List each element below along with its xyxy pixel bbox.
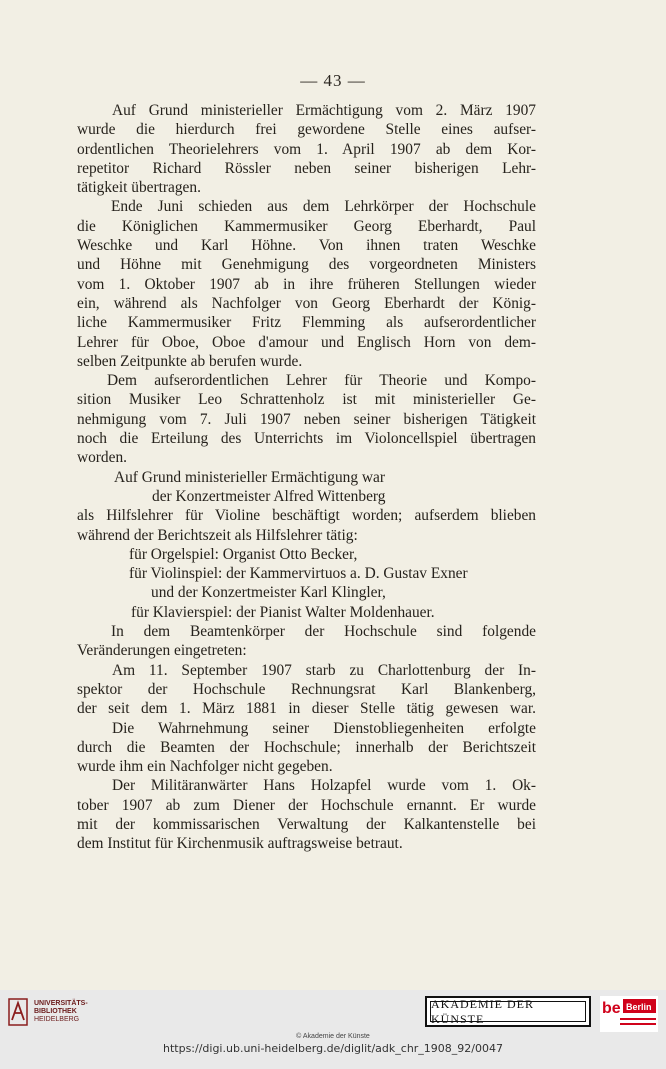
page-url-link[interactable]: https://digi.ub.uni-heidelberg.de/diglit/adk_chr_1908_92/0047 (162, 1042, 504, 1055)
text-line: während der Berichtszeit als Hilfslehrer tätig: (77, 526, 358, 544)
text-line: und Höhne mit Genehmigung des vorgeordneten Ministers (77, 256, 536, 274)
text-line: selben Zeitpunkte ab berufen wurde. (77, 352, 303, 370)
text-line: sition Musiker Leo Schrattenholz ist mit ministerieller Ge- (77, 391, 536, 409)
text-line: Ende Juni schieden aus dem Lehrkörper der Hochschule (111, 198, 536, 216)
text-line: die Königlichen Kammermusiker Georg Eberhardt, Paul (77, 217, 536, 235)
text-line: Am 11. September 1907 starb zu Charlottenburg der In- (112, 661, 536, 679)
text-line: als Hilfslehrer für Violine beschäftigt worden; aufserdem blieben (77, 507, 536, 525)
text-line: mit der kommissarischen Verwaltung der Kalkantenstelle bei (77, 815, 536, 833)
text-line: spektor der Hochschule Rechnungsrat Karl Blankenberg, (77, 680, 536, 698)
text-line: Auf Grund ministerieller Ermächtigung vom 2. März 1907 (112, 102, 536, 119)
text-line: Weschke und Karl Höhne. Von ihnen traten Weschke (77, 237, 536, 255)
text-line: für Klavierspiel: der Pianist Walter Moldenhauer. (131, 603, 435, 621)
text-line: und der Konzertmeister Karl Klingler, (151, 584, 386, 602)
text-line: ein, während als Nachfolger von Georg Eberhardt der König- (77, 294, 536, 312)
text-line: In dem Beamtenkörper der Hochschule sind folgende (111, 623, 536, 641)
text-line: noch die Erteilung des Unterrichts im Violoncellspiel übertragen (77, 430, 536, 448)
viewer-footer (0, 990, 666, 1069)
text-line: nehmigung vom 7. Juli 1907 neben seiner bisherigen Tätigkeit (77, 410, 536, 428)
text-line: tober 1907 ab zum Diener der Hochschule ernannt. Er wurde (77, 796, 536, 814)
uni-line-2: BIBLIOTHEK (34, 1008, 77, 1015)
svg-text:Berlin: Berlin (626, 1002, 652, 1012)
uni-line-3: HEIDELBERG (34, 1016, 80, 1023)
berlin-logo-icon[interactable] (600, 996, 658, 1032)
text-line: Auf Grund ministerieller Ermächtigung war (114, 468, 385, 486)
text-line: für Orgelspiel: Organist Otto Becker, (129, 545, 358, 563)
text-line: vom 1. Oktober 1907 ab in ihre früheren Stellungen wieder (77, 275, 536, 293)
text-line: wurde die hierdurch frei gewordene Stelle eines aufser- (77, 121, 536, 139)
text-line: liche Kammermusiker Fritz Flemming als aufserordentlicher (77, 314, 536, 332)
text-line: der seit dem 1. März 1881 in dieser Stelle tätig gewesen war. (77, 700, 536, 718)
text-line: für Violinspiel: der Kammervirtuos a. D. Gustav Exner (129, 565, 468, 583)
text-line: ordentlichen Theorielehrers vom 1. April 1907 ab dem Kor- (77, 140, 536, 158)
akademie-logo-text: AKADEMIE DER KÜNSTE (430, 1001, 586, 1022)
text-line: Der Militäranwärter Hans Holzapfel wurde vom 1. Ok- (112, 777, 536, 795)
university-library-name (34, 1000, 88, 1024)
page-text (77, 101, 536, 854)
copyright-text: © Akademie der Künste (296, 1033, 370, 1040)
university-library-logo[interactable] (8, 998, 88, 1026)
text-line: Lehrer für Oboe, Oboe d'amour und Englisch Horn von dem- (77, 333, 536, 351)
text-line: tätigkeit übertragen. (77, 179, 201, 197)
svg-text:be: be (602, 1000, 621, 1017)
page-number: — 43 — (300, 71, 366, 90)
university-seal-icon (8, 998, 28, 1026)
text-line: Veränderungen eingetreten: (77, 642, 247, 660)
akademie-logo[interactable] (425, 996, 591, 1027)
text-line: repetitor Richard Rössler neben seiner bisherigen Lehr- (77, 159, 536, 177)
text-line: durch die Beamten der Hochschule; innerhalb der Berichtszeit (77, 738, 536, 756)
text-line: der Konzertmeister Alfred Wittenberg (152, 487, 386, 505)
text-line: Dem aufserordentlichen Lehrer für Theorie und Kompo- (107, 372, 536, 390)
text-line: dem Institut für Kirchenmusik auftragsweise betraut. (77, 835, 403, 853)
text-line: Die Wahrnehmung seiner Dienstobliegenheiten erfolgte (112, 719, 536, 737)
text-line: wurde ihm ein Nachfolger nicht gegeben. (77, 758, 333, 776)
uni-line-1: UNIVERSITÄTS- (34, 1000, 88, 1007)
text-line: worden. (77, 449, 128, 467)
